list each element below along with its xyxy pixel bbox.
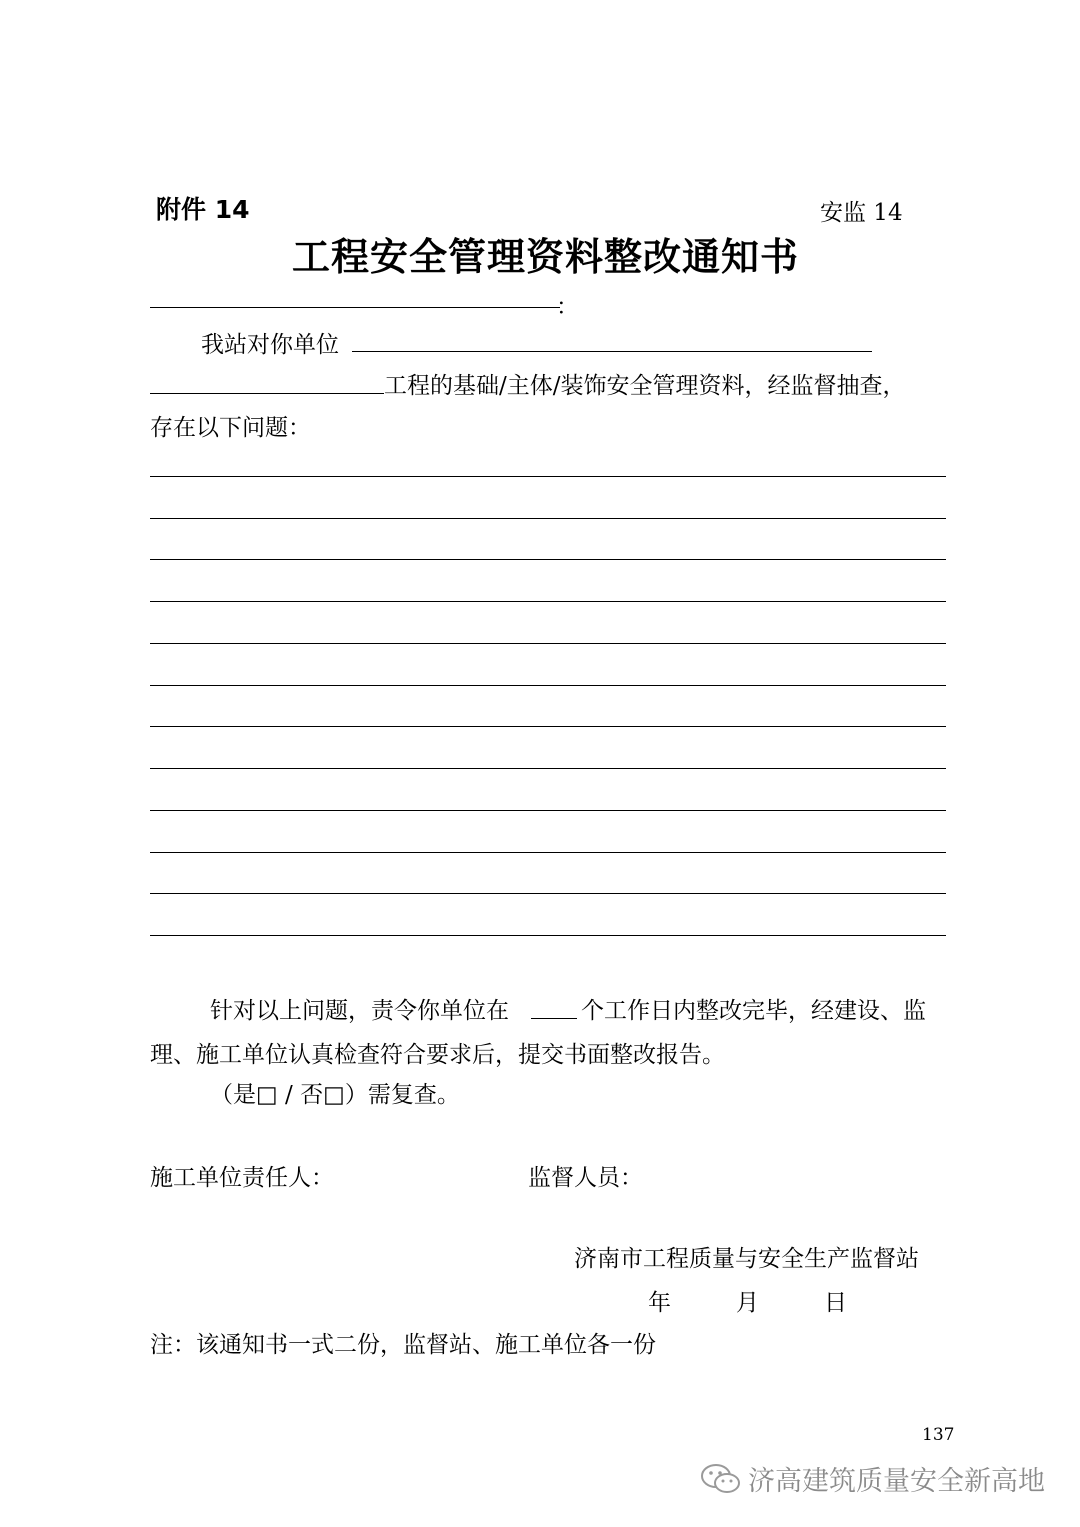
- problem-line: [150, 559, 946, 560]
- problem-line: [150, 643, 946, 644]
- attachment-label: 附件 14: [156, 195, 250, 224]
- problem-line: [150, 810, 946, 811]
- days-blank: [531, 1018, 577, 1019]
- problem-line: [150, 601, 946, 602]
- problem-line: [150, 476, 946, 477]
- rectify-suffix: 个工作日内整改完毕，经建设、监: [581, 998, 926, 1024]
- watermark-text: 济高建筑质量安全新高地: [748, 1466, 1045, 1497]
- addressee-colon: ：: [556, 294, 579, 320]
- form-code: 安监 14: [820, 200, 903, 226]
- construction-responsible-label: 施工单位责任人：: [150, 1165, 334, 1191]
- problem-line: [150, 935, 946, 936]
- problem-line: [150, 685, 946, 686]
- supervisor-label: 监督人员：: [528, 1165, 643, 1191]
- rectify-prefix: 针对以上问题，责令你单位在: [210, 998, 509, 1024]
- problem-line: [150, 893, 946, 894]
- problem-line: [150, 726, 946, 727]
- recheck-option: （是□ / 否□）需复查。: [210, 1082, 460, 1108]
- unit-name-blank: [352, 351, 872, 352]
- problem-line: [150, 768, 946, 769]
- addressee-blank: [150, 307, 560, 308]
- rectify-line2: 理、施工单位认真检查符合要求后，提交书面整改报告。: [150, 1042, 725, 1068]
- problem-line: [150, 852, 946, 853]
- date-month: 月: [736, 1290, 759, 1316]
- intro-prefix: 我站对你单位: [201, 332, 339, 358]
- issuer-name: 济南市工程质量与安全生产监督站: [574, 1246, 919, 1272]
- date-year: 年: [648, 1290, 671, 1316]
- wechat-icon: [700, 1462, 742, 1496]
- project-name-blank: [150, 393, 384, 394]
- copies-note: 注：该通知书一式二份，监督站、施工单位各一份: [150, 1332, 656, 1358]
- date-day: 日: [824, 1290, 847, 1316]
- document-title: 工程安全管理资料整改通知书: [292, 235, 800, 279]
- problem-line: [150, 518, 946, 519]
- project-scope-text: 工程的基础/主体/装饰安全管理资料，经监督抽查，: [384, 373, 906, 399]
- problems-intro: 存在以下问题：: [150, 415, 311, 441]
- page-number: 137: [922, 1425, 955, 1445]
